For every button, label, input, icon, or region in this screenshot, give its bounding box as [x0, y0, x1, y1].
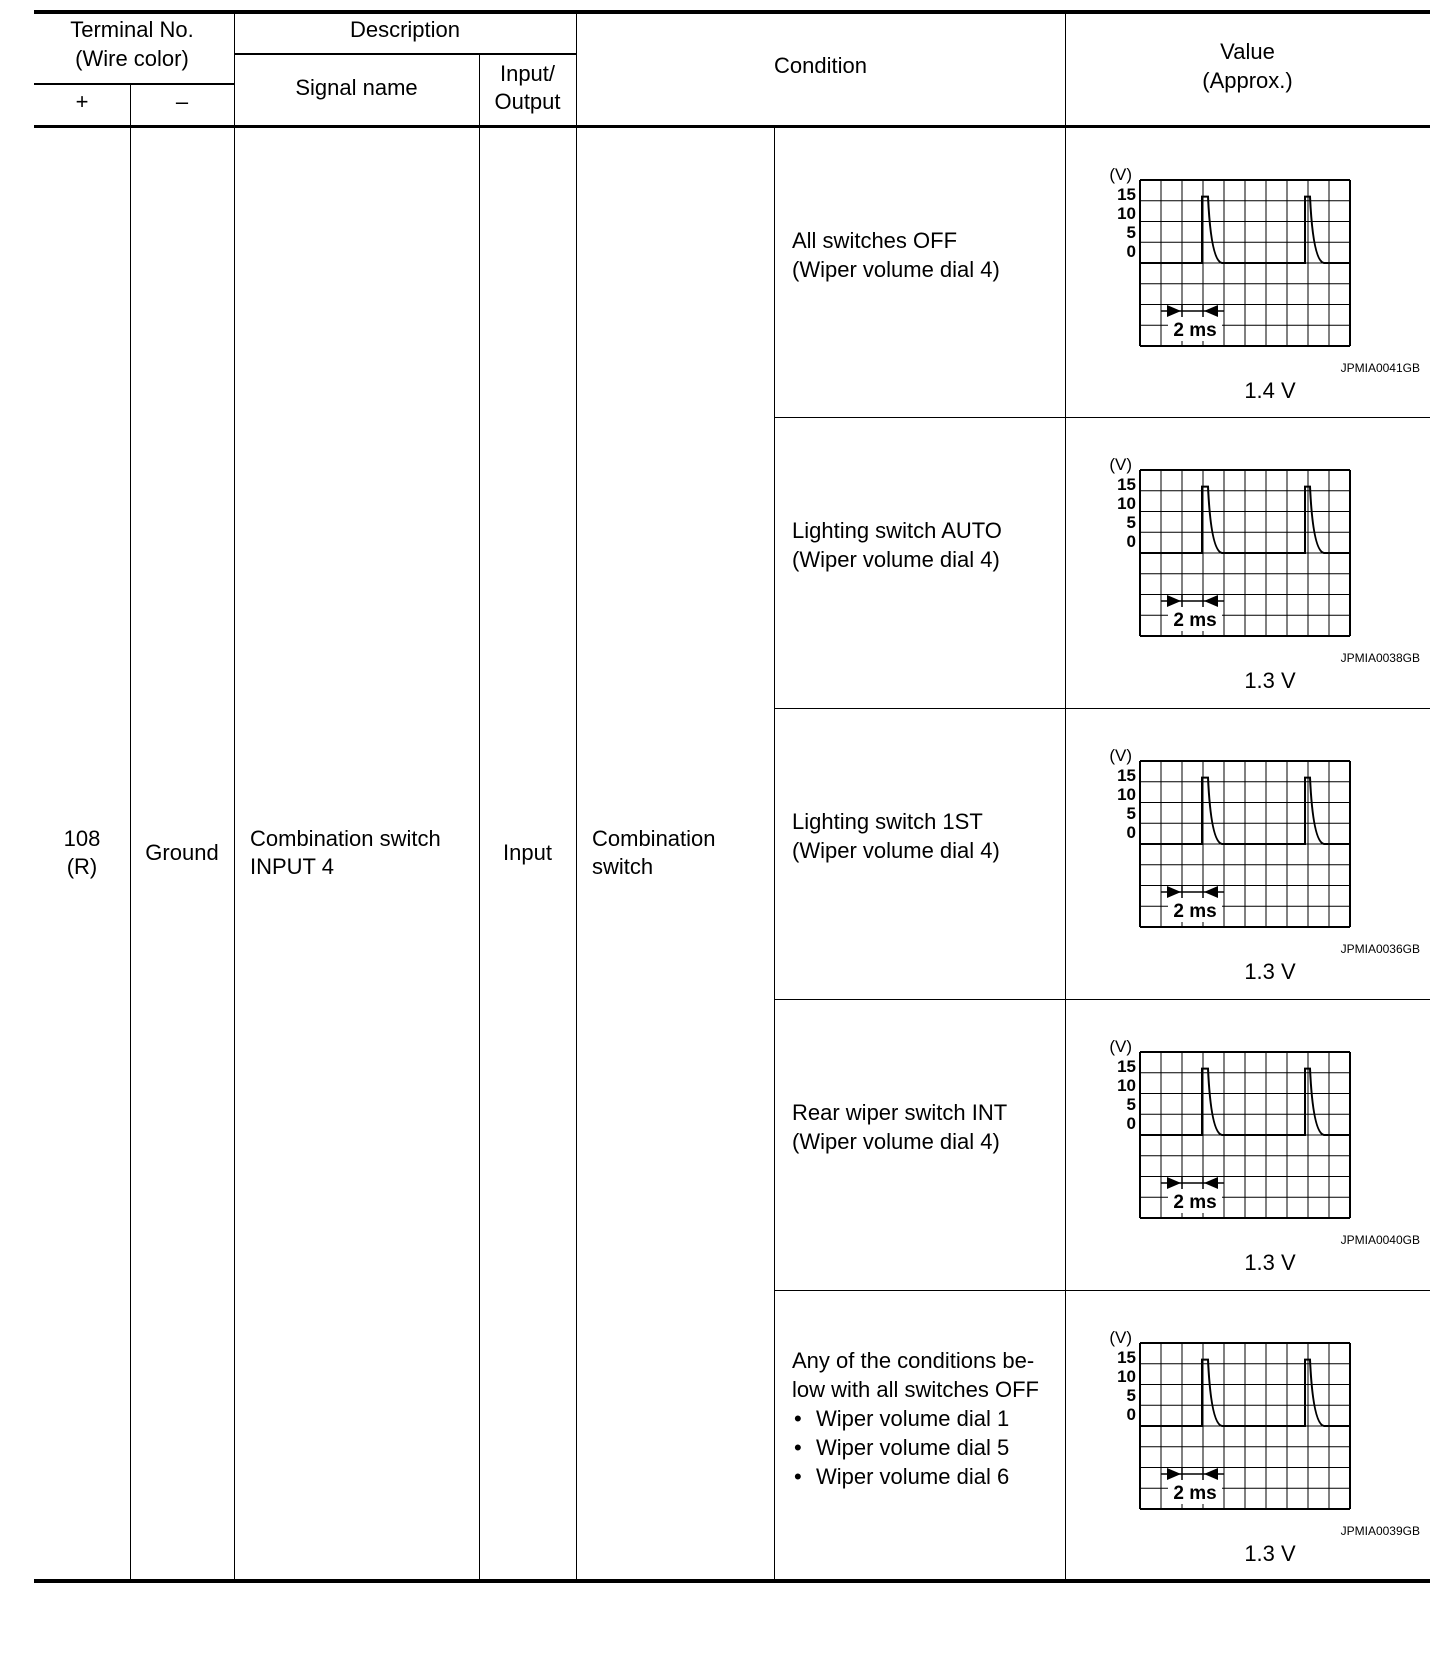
figure-code: JPMIA0039GB: [1340, 1524, 1420, 1538]
header-input-output-2: Output: [494, 89, 561, 114]
value-approx: 1.3 V: [1244, 959, 1296, 984]
terminal-rule: [34, 83, 234, 85]
condition-line: Lighting switch AUTO: [792, 518, 1002, 543]
condition-line: Rear wiper switch INT: [792, 1100, 1008, 1125]
condition-line: (Wiper volume dial 4): [792, 547, 1000, 572]
time-scale-arrow: [1167, 595, 1181, 607]
header-bottom-rule: [34, 125, 1430, 128]
y-tick-label: 10: [1117, 1076, 1136, 1095]
waveform-graph: [1109, 165, 1420, 380]
time-scale-arrow: [1167, 305, 1181, 317]
time-scale-arrow: [1167, 1177, 1181, 1189]
condition-text: [792, 516, 1002, 574]
y-tick-label: 5: [1126, 223, 1136, 242]
time-scale-arrow: [1167, 1468, 1181, 1480]
signal-name-line-1: Combination switch: [250, 826, 441, 851]
time-scale-arrow: [1204, 1468, 1218, 1480]
y-axis-unit: (V): [1109, 455, 1132, 474]
condition-bullet: • Wiper volume dial 1: [792, 1404, 1039, 1433]
header-value-1: Value: [1220, 39, 1275, 64]
figure-code: JPMIA0040GB: [1340, 1233, 1420, 1247]
condition-text: [792, 1346, 1039, 1491]
value-approx: 1.3 V: [1244, 1541, 1296, 1566]
waveform-graph: [1109, 455, 1420, 670]
y-axis-unit: (V): [1109, 746, 1132, 765]
description-rule: [234, 53, 576, 55]
y-tick-label: 5: [1126, 513, 1136, 532]
col-rule-minus: [130, 84, 131, 1580]
y-axis-unit: (V): [1109, 165, 1132, 184]
condition-bullet: • Wiper volume dial 6: [792, 1462, 1039, 1491]
waveform-graph: [1109, 1328, 1420, 1543]
y-tick-label: 15: [1117, 185, 1136, 204]
figure-code: JPMIA0041GB: [1340, 361, 1420, 375]
condition-main-line-1: Combination: [592, 826, 716, 851]
condition-line: low with all switches OFF: [792, 1376, 1039, 1402]
y-tick-label: 15: [1117, 1348, 1136, 1367]
condition-line: (Wiper volume dial 4): [792, 1129, 1000, 1154]
condition-text: [792, 226, 1000, 284]
time-scale-arrow: [1204, 1177, 1218, 1189]
col-rule-condition-detail: [774, 127, 775, 1580]
value-approx: 1.3 V: [1244, 1250, 1296, 1275]
time-scale-label: 2 ms: [1173, 1192, 1217, 1213]
cond-rule-3: [774, 999, 1430, 1000]
terminal-minus-ground: Ground: [145, 840, 219, 865]
time-scale-arrow: [1204, 305, 1218, 317]
time-scale-arrow: [1204, 886, 1218, 898]
time-scale-label: 2 ms: [1173, 610, 1217, 631]
figure-code: JPMIA0036GB: [1340, 942, 1420, 956]
condition-bullet: • Wiper volume dial 5: [792, 1433, 1039, 1462]
condition-line: Any of the conditions be-: [792, 1347, 1035, 1373]
condition-line: All switches OFF: [792, 228, 958, 253]
terminal-plus-number: 108: [63, 826, 101, 851]
header-signal-name: Signal name: [295, 75, 418, 100]
condition-line: Lighting switch 1ST: [792, 809, 983, 834]
header-value-2: (Approx.): [1202, 68, 1293, 93]
value-approx: 1.3 V: [1244, 668, 1296, 693]
terminal-plus-wire-color: (R): [66, 854, 98, 879]
io-value: Input: [503, 840, 552, 865]
y-tick-label: 10: [1117, 1367, 1136, 1386]
time-scale-label: 2 ms: [1173, 1483, 1217, 1504]
time-scale-label: 2 ms: [1173, 320, 1217, 341]
col-rule-condition: [576, 14, 577, 1580]
cond-rule-1: [774, 417, 1430, 418]
y-tick-label: 10: [1117, 204, 1136, 223]
y-tick-label: 5: [1126, 804, 1136, 823]
top-rule: [34, 10, 1430, 14]
time-scale-label: 2 ms: [1173, 901, 1217, 922]
waveform-graph: [1109, 1037, 1420, 1252]
time-scale-arrow: [1204, 595, 1218, 607]
col-rule-value: [1065, 14, 1066, 1580]
y-tick-label: 15: [1117, 766, 1136, 785]
y-axis-unit: (V): [1109, 1037, 1132, 1056]
y-tick-label: 0: [1126, 1114, 1136, 1133]
signal-name-line-2: INPUT 4: [250, 854, 334, 879]
cond-rule-4: [774, 1290, 1430, 1291]
header-minus: –: [175, 89, 189, 114]
condition-text: [792, 807, 1000, 865]
waveform-graph: [1109, 746, 1420, 961]
condition-main-line-2: switch: [592, 854, 654, 879]
figure-code: JPMIA0038GB: [1340, 651, 1420, 665]
header-terminal-no: Terminal No.: [70, 17, 194, 42]
header-description: Description: [349, 17, 461, 42]
condition-line: (Wiper volume dial 4): [792, 838, 1000, 863]
y-tick-label: 0: [1126, 242, 1136, 261]
header-condition: Condition: [774, 53, 867, 78]
y-tick-label: 0: [1126, 532, 1136, 551]
condition-line: (Wiper volume dial 4): [792, 257, 1000, 282]
y-tick-label: 5: [1126, 1095, 1136, 1114]
cond-rule-2: [774, 708, 1430, 709]
y-tick-label: 0: [1126, 823, 1136, 842]
col-rule-io: [479, 54, 480, 1580]
y-tick-label: 15: [1117, 1057, 1136, 1076]
y-tick-label: 15: [1117, 475, 1136, 494]
col-rule-signal: [234, 14, 235, 1580]
y-tick-label: 10: [1117, 494, 1136, 513]
y-tick-label: 0: [1126, 1405, 1136, 1424]
condition-text: [792, 1098, 1007, 1156]
y-axis-unit: (V): [1109, 1328, 1132, 1347]
value-approx: 1.4 V: [1244, 378, 1296, 403]
header-wire-color: (Wire color): [75, 46, 189, 71]
bottom-rule: [34, 1579, 1430, 1583]
y-tick-label: 10: [1117, 785, 1136, 804]
header-plus: +: [75, 89, 89, 114]
y-tick-label: 5: [1126, 1386, 1136, 1405]
header-input-output-1: Input/: [499, 61, 556, 86]
time-scale-arrow: [1167, 886, 1181, 898]
